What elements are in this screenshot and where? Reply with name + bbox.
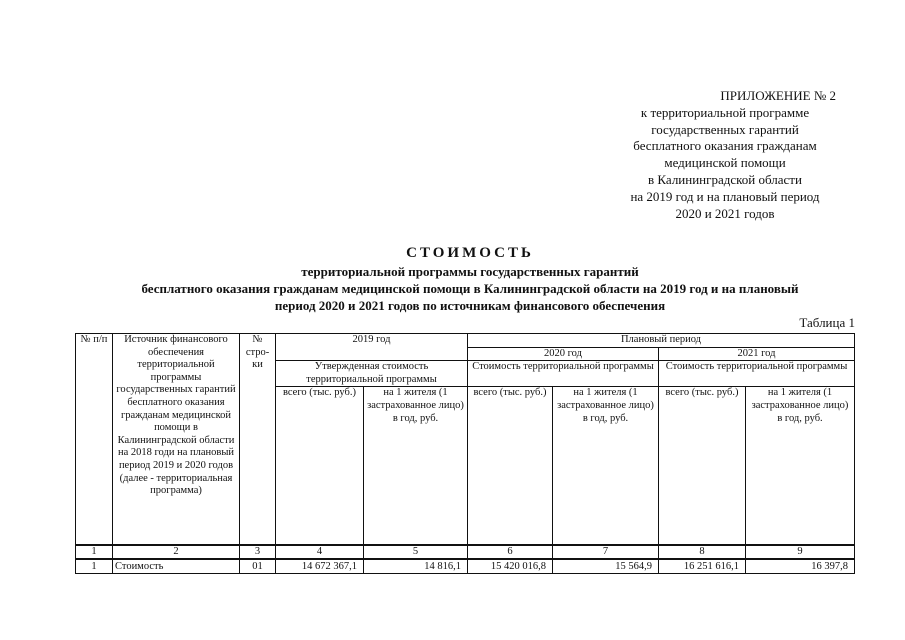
header-row [76, 334, 855, 348]
header-year-2021: 2021 год [659, 347, 855, 361]
header-cost-2020: Стоимость территориальной программы [468, 361, 659, 387]
document-title: СТОИМОСТЬ [406, 245, 534, 261]
cell-no: 1 [76, 559, 113, 574]
cell-total-2019: 14 672 367,1 [276, 559, 364, 574]
cell-per-resident-2020: 15 564,9 [553, 559, 659, 574]
appendix-line: 2020 и 2021 годов [675, 205, 775, 221]
cost-table [75, 333, 855, 574]
cell-total-2021: 16 251 616,1 [659, 559, 746, 574]
header-planned-period: Плановый период [468, 334, 855, 348]
cell-per-resident-2019: 14 816,1 [364, 559, 468, 574]
column-number: 3 [240, 545, 276, 560]
table-row [76, 559, 855, 574]
header-total-2021: всего (тыс. руб.) [659, 387, 746, 545]
document-subtitle-line: бесплатного оказания гражданам медицинской помощи в Калининградской области на 2019 год и на плановый [141, 281, 799, 296]
header-year-2019: 2019 год [276, 334, 468, 361]
table-label: Таблица 1 [799, 315, 855, 330]
appendix-block [600, 88, 850, 222]
cell-total-2020: 15 420 016,8 [468, 559, 553, 574]
header-approved-cost: Утвержденная стоимость территориальной программы [276, 361, 468, 387]
column-number: 7 [553, 545, 659, 560]
appendix-line: к территориальной программе [640, 104, 810, 120]
header-per-resident-2020: на 1 жителя (1 застрахованное лицо) в год, руб. [553, 387, 659, 545]
header-cost-2021: Стоимость территориальной программы [659, 361, 855, 387]
header-per-resident-2019: на 1 жителя (1 застрахованное лицо) в год, руб. [364, 387, 468, 545]
header-year-2020: 2020 год [468, 347, 659, 361]
header-total-2020: всего (тыс. руб.) [468, 387, 553, 545]
column-number: 2 [113, 545, 240, 560]
appendix-line: медицинской помощи [664, 155, 786, 171]
header-no: № п/п [76, 334, 113, 545]
column-number: 8 [659, 545, 746, 560]
document-heading [60, 244, 880, 314]
cell-source: Стоимость [113, 559, 240, 574]
appendix-title: ПРИЛОЖЕНИЕ № 2 [720, 88, 836, 103]
appendix-line: государственных гарантий [651, 121, 799, 137]
column-number: 4 [276, 545, 364, 560]
column-number: 5 [364, 545, 468, 560]
header-source: Источник финансового обеспечения территориальной программы государственных гарантий бесплатного оказания гражданам медицинской помощи в Калининградской области на 2018 годи на плановый период 2019 и 2020 годов (далее - территориальная программа) [113, 334, 240, 545]
column-number: 9 [746, 545, 855, 560]
cell-row-no: 01 [240, 559, 276, 574]
header-row-no: № стро- ки [240, 334, 276, 545]
column-number: 6 [468, 545, 553, 560]
appendix-line: бесплатного оказания гражданам [633, 138, 817, 154]
header-total-2019: всего (тыс. руб.) [276, 387, 364, 545]
appendix-line: в Калининградской области [648, 171, 802, 187]
document-subtitle-line: территориальной программы государственных гарантий [301, 264, 639, 279]
appendix-line: на 2019 год и на плановый период [630, 188, 820, 204]
header-per-resident-2021: на 1 жителя (1 застрахованное лицо) в год, руб. [746, 387, 855, 545]
cell-per-resident-2021: 16 397,8 [746, 559, 855, 574]
column-number-row [76, 545, 855, 560]
column-number: 1 [76, 545, 113, 560]
document-subtitle-line: период 2020 и 2021 годов по источникам финансового обеспечения [274, 298, 666, 313]
